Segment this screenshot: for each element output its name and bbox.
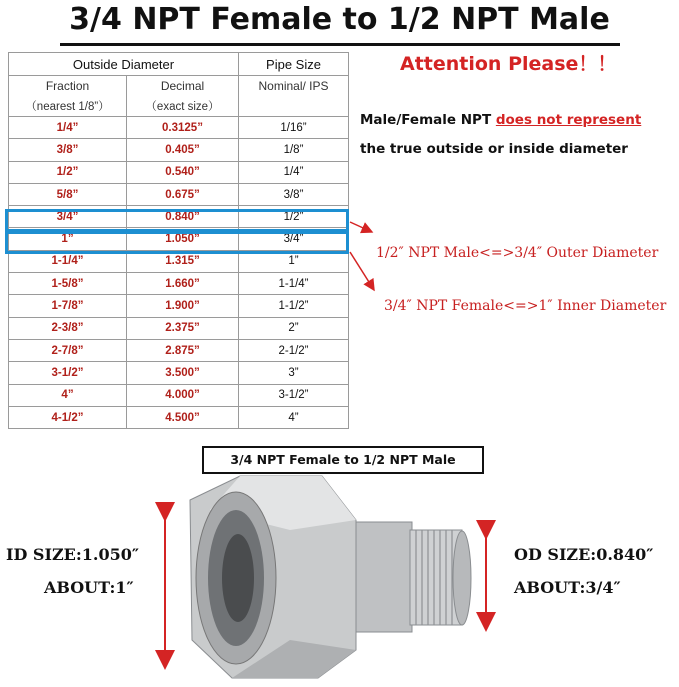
cell-decimal: 3.500”	[127, 362, 239, 384]
cell-fraction: 1/2”	[9, 161, 127, 183]
cell-decimal: 0.3125”	[127, 117, 239, 139]
cell-decimal: 4.500”	[127, 406, 239, 428]
cell-fraction: 1-7/8”	[9, 295, 127, 317]
cell-decimal: 0.840”	[127, 206, 239, 228]
cell-fraction: 1”	[9, 228, 127, 250]
page-title: 3/4 NPT Female to 1/2 NPT Male	[69, 2, 610, 37]
attention-heading: Attention Please！！	[400, 53, 617, 75]
fitting-illustration	[190, 476, 471, 678]
cell-nominal: 2-1/2”	[239, 339, 349, 361]
cell-decimal: 2.875”	[127, 339, 239, 361]
cell-decimal: 1.900”	[127, 295, 239, 317]
cell-fraction: 5/8”	[9, 183, 127, 205]
arrow-to-female-label	[350, 252, 374, 290]
cell-nominal: 1/2”	[239, 206, 349, 228]
note-prefix: Male/Female NPT	[360, 112, 496, 128]
cell-fraction: 1/4”	[9, 117, 127, 139]
id-size-label: ID SIZE:1.050″	[6, 545, 139, 564]
cell-nominal: 1-1/2”	[239, 295, 349, 317]
cell-nominal: 4”	[239, 406, 349, 428]
od-size-label: OD SIZE:0.840″	[514, 545, 654, 564]
cell-nominal: 2”	[239, 317, 349, 339]
note-line-2: the true outside or inside diameter	[360, 141, 628, 157]
female-inner-diameter-label: 3/4″ NPT Female<=>1″ Inner Diameter	[384, 298, 667, 314]
cell-fraction: 2-3/8”	[9, 317, 127, 339]
cell-nominal: 1/4”	[239, 161, 349, 183]
cell-nominal: 3/4”	[239, 228, 349, 250]
cell-decimal: 4.000”	[127, 384, 239, 406]
cell-fraction: 1-5/8”	[9, 273, 127, 295]
subheader-fraction: Fraction	[9, 76, 127, 97]
cell-fraction: 1-1/4”	[9, 250, 127, 272]
cell-fraction: 2-7/8”	[9, 339, 127, 361]
subheader-decimal: Decimal	[127, 76, 239, 97]
cell-fraction: 3/8”	[9, 139, 127, 161]
header-pipe-size: Pipe Size	[239, 53, 349, 76]
subheader-nominal: Nominal/ IPS	[239, 76, 349, 97]
cell-decimal: 1.050”	[127, 228, 239, 250]
id-about-label: ABOUT:1″	[44, 578, 134, 597]
header-outside-diameter: Outside Diameter	[9, 53, 239, 76]
cell-nominal: 3”	[239, 362, 349, 384]
subheader-decimal-note: （exact size）	[127, 96, 239, 117]
cell-fraction: 3/4”	[9, 206, 127, 228]
cell-decimal: 1.660”	[127, 273, 239, 295]
cell-nominal: 1-1/4”	[239, 273, 349, 295]
cell-decimal: 0.540”	[127, 161, 239, 183]
cell-nominal: 3-1/2”	[239, 384, 349, 406]
cell-fraction: 4-1/2”	[9, 406, 127, 428]
cell-nominal: 1”	[239, 250, 349, 272]
product-caption: 3/4 NPT Female to 1/2 NPT Male	[202, 446, 484, 474]
arrow-to-male-label	[350, 222, 372, 232]
cell-fraction: 3-1/2”	[9, 362, 127, 384]
male-outer-diameter-label: 1/2″ NPT Male<=>3/4″ Outer Diameter	[376, 245, 659, 261]
cell-nominal: 1/8”	[239, 139, 349, 161]
cell-decimal: 2.375”	[127, 317, 239, 339]
cell-fraction: 4”	[9, 384, 127, 406]
cell-nominal: 3/8”	[239, 183, 349, 205]
cell-decimal: 0.675”	[127, 183, 239, 205]
subheader-fraction-note: （nearest 1/8”）	[9, 96, 127, 117]
cell-decimal: 0.405”	[127, 139, 239, 161]
cell-decimal: 1.315”	[127, 250, 239, 272]
cell-nominal: 1/16”	[239, 117, 349, 139]
od-about-label: ABOUT:3/4″	[514, 578, 621, 597]
note-emphasis: does not represent	[495, 112, 642, 128]
